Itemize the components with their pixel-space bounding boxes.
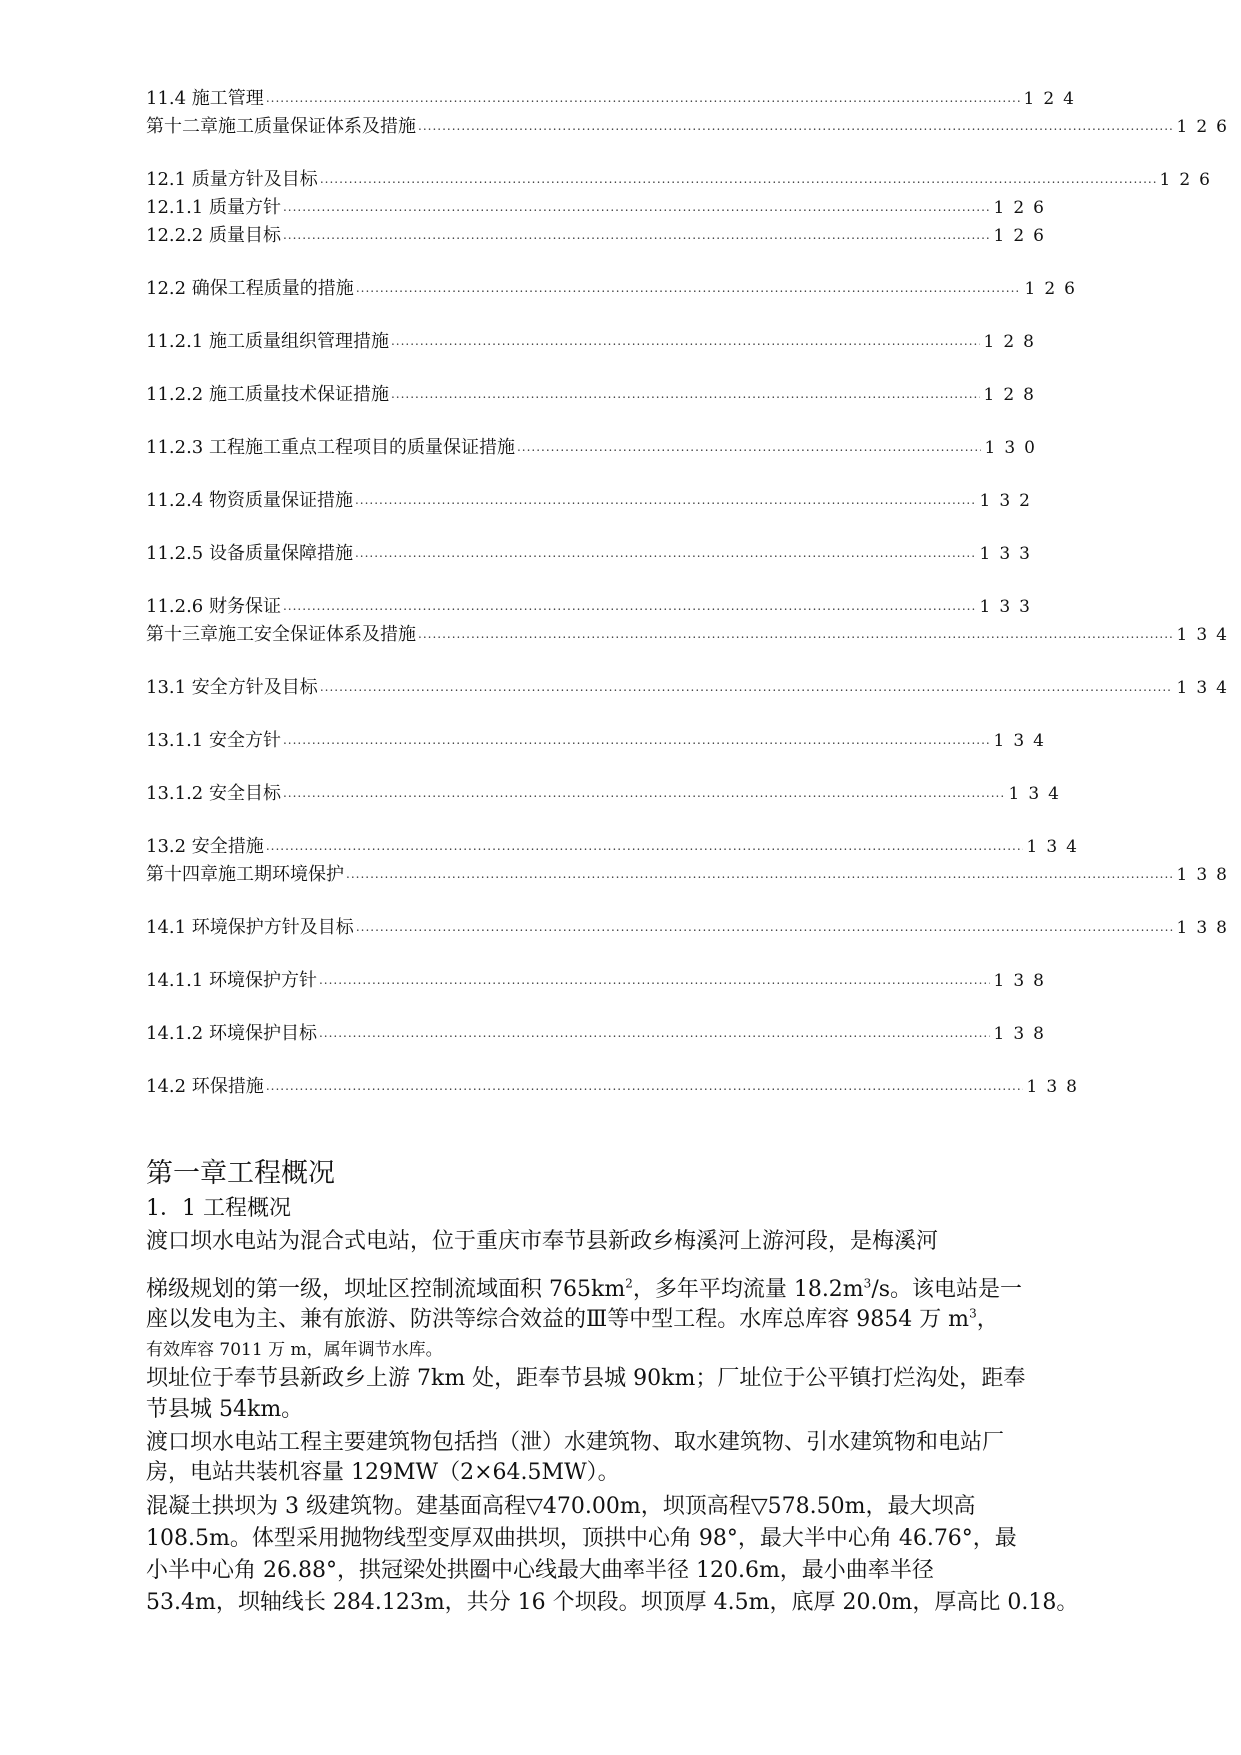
toc-entry[interactable] — [146, 781, 1068, 805]
toc-entry-page: 126 — [1159, 170, 1219, 190]
toc-entry[interactable] — [146, 276, 1084, 300]
toc-leader-dots — [517, 438, 981, 456]
toc-entry-page: 134 — [1026, 837, 1086, 857]
toc-entry-page: 133 — [979, 597, 1039, 617]
toc-leader-dots — [283, 226, 990, 244]
toc-entry[interactable] — [146, 114, 1236, 138]
toc-entry-label: 第十二章施工质量保证体系及措施 — [146, 116, 416, 137]
body-text: ， — [976, 1307, 999, 1332]
toc-entry-label: 11.4 施工管理 — [146, 88, 264, 109]
superscript: 2 — [625, 1276, 633, 1291]
toc-entry[interactable] — [146, 541, 1039, 565]
body-text: 座以发电为主、兼有旅游、防洪等综合效益的Ⅲ等中型工程。水库总库容 9854 万 m — [146, 1307, 970, 1332]
toc-entry[interactable] — [146, 915, 1236, 939]
toc-entry-page: 134 — [1008, 784, 1068, 804]
body-line: 坝址位于奉节县新政乡上游 7km 处，距奉节县城 90km；厂址位于公平镇打烂沟处，距奉 — [146, 1366, 1026, 1391]
body-line: 有效库容 7011 万 m，属年调节水库。 — [146, 1340, 443, 1360]
toc-entry-label: 13.1 安全方针及目标 — [146, 677, 318, 698]
body-line — [146, 1275, 1022, 1305]
body-line: 渡口坝水电站工程主要建筑物包括挡（泄）水建筑物、取水建筑物、引水建筑物和电站厂 — [146, 1430, 1005, 1455]
toc-leader-dots — [355, 491, 976, 509]
toc-entry[interactable] — [146, 622, 1236, 646]
toc-entry-page: 126 — [993, 226, 1053, 246]
toc-entry[interactable] — [146, 862, 1236, 886]
toc-leader-dots — [266, 837, 1023, 855]
toc-leader-dots — [391, 332, 980, 350]
toc-leader-dots — [320, 678, 1173, 696]
toc-entry-label: 14.1.2 环境保护目标 — [146, 1023, 317, 1044]
toc-leader-dots — [355, 544, 976, 562]
toc-entry-label: 11.2.1 施工质量组织管理措施 — [146, 331, 389, 352]
toc-leader-dots — [283, 784, 1005, 802]
toc-entry-label: 11.2.3 工程施工重点工程项目的质量保证措施 — [146, 437, 515, 458]
toc-entry-page: 138 — [1026, 1077, 1086, 1097]
toc-entry-page: 132 — [979, 491, 1039, 511]
toc-entry-page: 138 — [1176, 865, 1236, 885]
toc-entry-page: 138 — [1176, 918, 1236, 938]
toc-entry-page: 128 — [983, 332, 1043, 352]
toc-entry[interactable] — [146, 167, 1219, 191]
toc-leader-dots — [283, 198, 990, 216]
toc-entry-label: 12.1 质量方针及目标 — [146, 169, 318, 190]
superscript: 3 — [969, 1306, 977, 1321]
toc-leader-dots — [266, 1077, 1023, 1095]
toc-entry-page: 138 — [993, 1024, 1053, 1044]
toc-entry-label: 13.1.2 安全目标 — [146, 783, 281, 804]
chapter-heading: 第一章工程概况 — [146, 1158, 335, 1189]
section-heading: 1．1 工程概况 — [146, 1196, 291, 1221]
toc-entry-page: 126 — [1176, 117, 1236, 137]
toc-leader-dots — [346, 865, 1173, 883]
toc-leader-dots — [319, 971, 990, 989]
toc-entry-label: 11.2.5 设备质量保障措施 — [146, 543, 353, 564]
toc-entry[interactable] — [146, 223, 1053, 247]
toc-leader-dots — [418, 625, 1173, 643]
toc-entry[interactable] — [146, 435, 1044, 459]
body-line: 108.5m。体型采用抛物线型变厚双曲拱坝，顶拱中心角 98°，最大半中心角 46.76°，最 — [146, 1526, 1017, 1551]
toc-entry-label: 11.2.2 施工质量技术保证措施 — [146, 384, 389, 405]
toc-leader-dots — [283, 597, 976, 615]
toc-entry-label: 14.1 环境保护方针及目标 — [146, 917, 354, 938]
toc-entry-label: 11.2.4 物资质量保证措施 — [146, 490, 353, 511]
toc-leader-dots — [418, 117, 1173, 135]
toc-entry-page: 124 — [1023, 89, 1083, 109]
toc-entry-page: 128 — [983, 385, 1043, 405]
toc-entry[interactable] — [146, 86, 1083, 110]
body-text: ，多年平均流量 18.2m — [632, 1277, 864, 1302]
body-line: 小半中心角 26.88°，拱冠梁处拱圈中心线最大曲率半径 120.6m，最小曲率半径 — [146, 1558, 934, 1583]
toc-entry-label: 第十四章施工期环境保护 — [146, 864, 344, 885]
toc-entry[interactable] — [146, 675, 1236, 699]
toc-entry-label: 14.1.1 环境保护方针 — [146, 970, 317, 991]
toc-entry-label: 12.2.2 质量目标 — [146, 225, 281, 246]
toc-entry[interactable] — [146, 728, 1053, 752]
toc-entry[interactable] — [146, 1074, 1086, 1098]
body-line — [146, 1305, 999, 1335]
toc-leader-dots — [356, 918, 1173, 936]
toc-entry-label: 13.2 安全措施 — [146, 836, 264, 857]
toc-entry-label: 13.1.1 安全方针 — [146, 730, 281, 751]
toc-leader-dots — [319, 1024, 990, 1042]
toc-leader-dots — [266, 89, 1020, 107]
toc-entry-page: 138 — [993, 971, 1053, 991]
toc-entry[interactable] — [146, 594, 1039, 618]
body-text: 梯级规划的第一级，坝址区控制流域面积 765km — [146, 1277, 626, 1302]
toc-leader-dots — [283, 731, 990, 749]
body-line: 节县城 54km。 — [146, 1397, 304, 1422]
toc-entry-label: 14.2 环保措施 — [146, 1076, 264, 1097]
toc-entry-page: 134 — [1176, 625, 1236, 645]
toc-entry-page: 126 — [1024, 279, 1084, 299]
body-text: /s。该电站是一 — [871, 1277, 1023, 1302]
body-line: 渡口坝水电站为混合式电站，位于重庆市奉节县新政乡梅溪河上游河段，是梅溪河 — [146, 1229, 939, 1254]
toc-entry[interactable] — [146, 382, 1043, 406]
body-line: 房，电站共装机容量 129MW（2×64.5MW）。 — [146, 1460, 620, 1485]
toc-entry-page: 134 — [1176, 678, 1236, 698]
toc-entry-label: 12.1.1 质量方针 — [146, 197, 281, 218]
toc-entry-page: 134 — [993, 731, 1053, 751]
toc-entry-page: 133 — [979, 544, 1039, 564]
toc-entry[interactable] — [146, 488, 1039, 512]
toc-entry-label: 第十三章施工安全保证体系及措施 — [146, 624, 416, 645]
toc-entry-page: 126 — [993, 198, 1053, 218]
toc-entry-label: 12.2 确保工程质量的措施 — [146, 278, 354, 299]
toc-entry[interactable] — [146, 968, 1053, 992]
body-line: 混凝土拱坝为 3 级建筑物。建基面高程▽470.00m，坝顶高程▽578.50m，最大坝高 — [146, 1494, 976, 1519]
body-line: 53.4m，坝轴线长 284.123m，共分 16 个坝段。坝顶厚 4.5m，底厚 20.0m，厚高比 0.18。 — [146, 1590, 1079, 1615]
toc-entry[interactable] — [146, 329, 1043, 353]
toc-leader-dots — [391, 385, 980, 403]
toc-entry[interactable] — [146, 1021, 1053, 1045]
toc-leader-dots — [320, 170, 1156, 188]
toc-entry[interactable] — [146, 834, 1086, 858]
toc-entry-label: 11.2.6 财务保证 — [146, 596, 281, 617]
toc-leader-dots — [356, 279, 1021, 297]
toc-entry[interactable] — [146, 195, 1053, 219]
toc-entry-page: 130 — [984, 438, 1044, 458]
superscript: 3 — [863, 1276, 872, 1291]
